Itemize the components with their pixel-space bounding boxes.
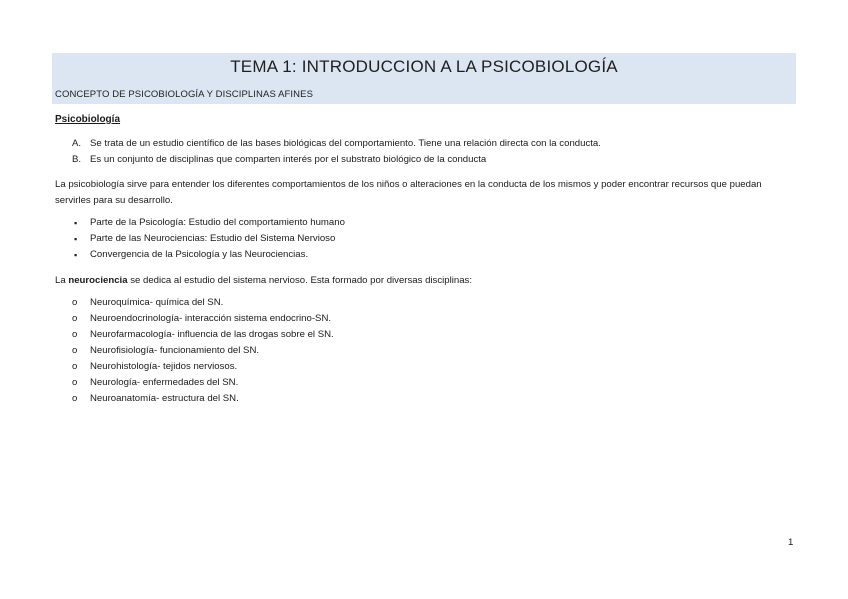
section-heading: Psicobiología: [55, 114, 121, 125]
list-item-text: Convergencia de la Psicología y las Neurociencias.: [90, 249, 309, 260]
bullet-marker: ▪: [74, 234, 78, 244]
page-number: 1: [788, 537, 794, 548]
page-subtitle: CONCEPTO DE PSICOBIOLOGÍA Y DISCIPLINAS AFINES: [55, 89, 314, 100]
page-title: TEMA 1: INTRODUCCION A LA PSICOBIOLOGÍA: [230, 57, 618, 76]
list-item-text: Neurofarmacología- influencia de las drogas sobre el SN.: [90, 329, 334, 340]
o-marker: o: [72, 345, 78, 356]
o-marker: o: [72, 377, 78, 388]
o-marker: o: [72, 361, 78, 372]
list-item-text: Se trata de un estudio científico de las bases biológicas del comportamiento. Tiene una relación directa con la conducta.: [90, 138, 601, 149]
list-item: [72, 215, 345, 231]
o-list: [72, 295, 334, 407]
list-item: [72, 136, 601, 152]
list-item-text: Neuroendocrinología- interacción sistema endocrino-SN.: [90, 313, 332, 324]
o-marker: o: [72, 329, 78, 340]
list-item-text: Neurohistología- tejidos nerviosos.: [90, 361, 238, 372]
o-marker: o: [72, 313, 78, 324]
paragraph: [55, 273, 775, 289]
title-band: [52, 53, 796, 104]
list-item-text: Neurología- enfermedades del SN.: [90, 377, 239, 388]
list-marker: A.: [72, 138, 82, 149]
list-item: [72, 295, 334, 311]
paragraph: La psicobiología sirve para entender los diferentes comportamientos de los niños o alteraciones en la conducta de los mismos y poder encontrar recursos que puedan servirles para su desarrollo.: [55, 179, 762, 206]
paragraph-text: La: [55, 275, 69, 286]
paragraph-text: se dedica al estudio del sistema nervioso. Esta formado por diversas disciplinas:: [127, 275, 473, 286]
list-item-text: Neurofisiología- funcionamiento del SN.: [90, 345, 260, 356]
list-item-text: Es un conjunto de disciplinas que comparten interés por el substrato biológico de la conducta: [90, 154, 487, 165]
o-marker: o: [72, 297, 78, 308]
list-item: [72, 247, 345, 263]
alpha-list: [72, 136, 601, 168]
bullet-marker: ▪: [74, 218, 78, 228]
list-item-text: Parte de las Neurociencias: Estudio del Sistema Nervioso: [90, 233, 336, 244]
bullet-marker: ▪: [74, 250, 78, 260]
list-item: [72, 231, 345, 247]
list-item-text: Neuroquímica- química del SN.: [90, 297, 224, 308]
bullet-list: [72, 215, 345, 263]
list-item: [72, 359, 334, 375]
list-item: [72, 391, 334, 407]
list-item: [72, 152, 601, 168]
list-item-text: Neuroanatomía- estructura del SN.: [90, 393, 239, 404]
list-item-text: Parte de la Psicología: Estudio del comportamiento humano: [90, 217, 345, 228]
list-item: [72, 343, 334, 359]
list-marker: B.: [72, 154, 82, 165]
bold-term: neurociencia: [68, 275, 128, 286]
o-marker: o: [72, 393, 78, 404]
list-item: [72, 311, 334, 327]
list-item: [72, 327, 334, 343]
list-item: [72, 375, 334, 391]
